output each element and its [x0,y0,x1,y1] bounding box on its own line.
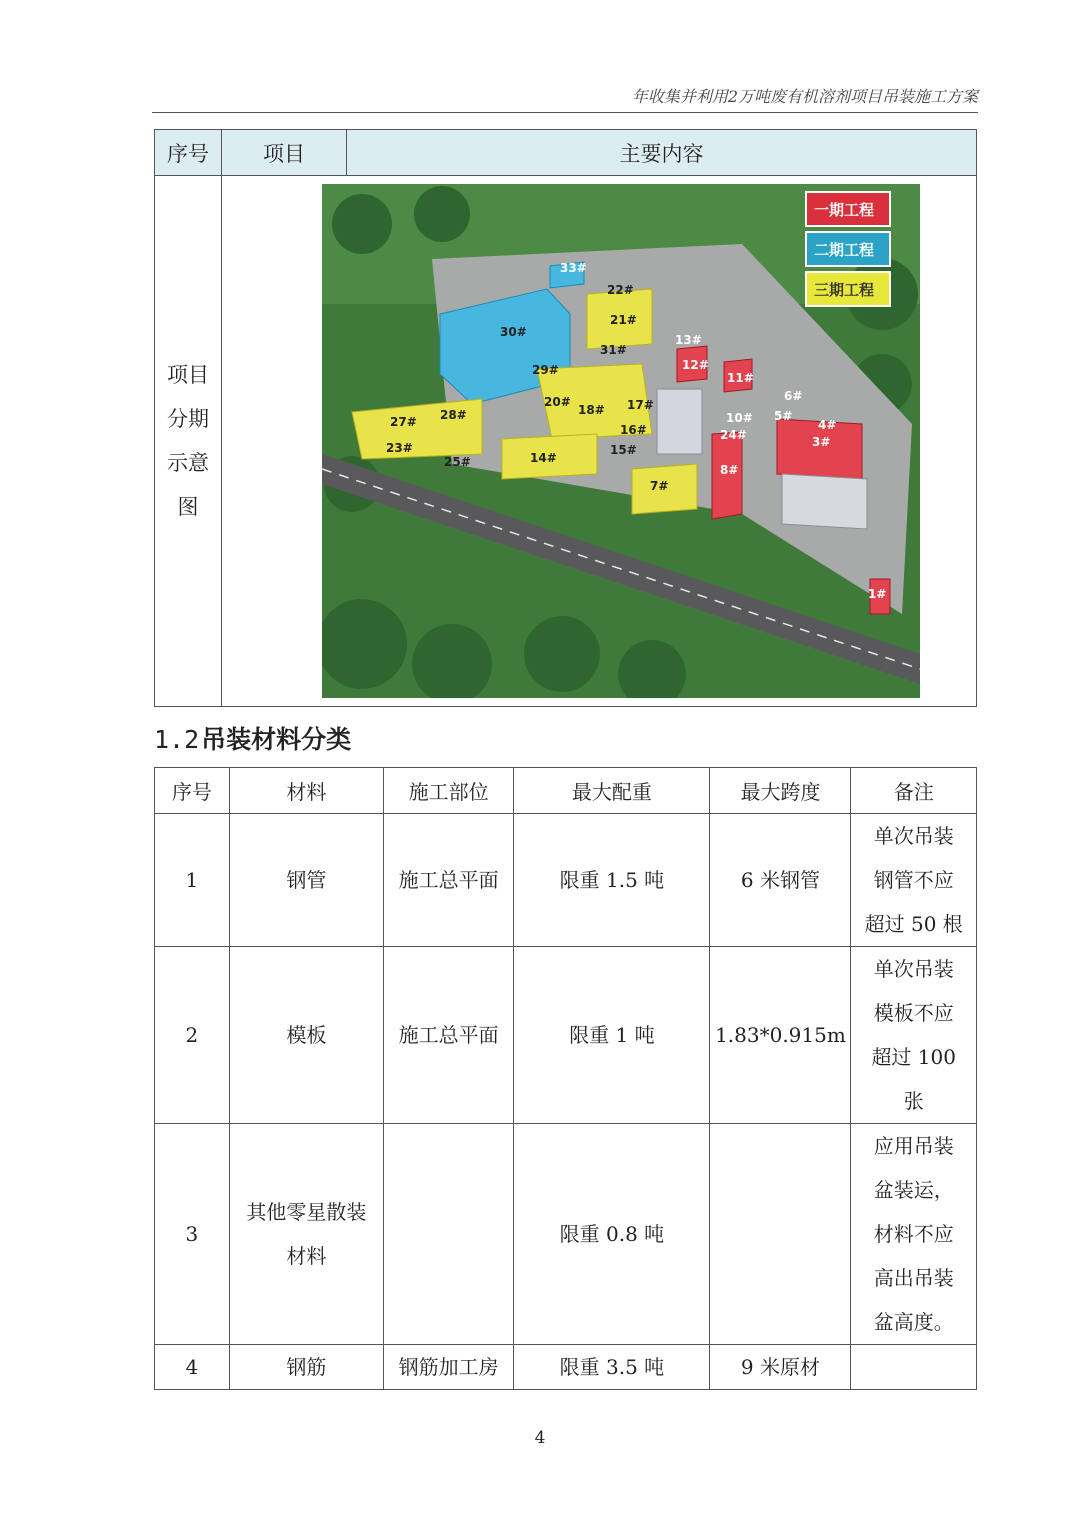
note-line: 盆高度。 [873,1310,954,1334]
header-max-span: 最大跨度 [710,768,851,814]
cell-weight: 限重 1.5 吨 [514,814,710,947]
note-line: 张 [903,1089,924,1113]
phase-table [154,129,977,707]
cell-weight: 限重 0.8 吨 [514,1124,710,1345]
label-building: 27# [390,415,417,429]
phase-table-header [155,130,977,176]
note-line: 超过 100 [871,1045,956,1069]
label-building: 25# [444,455,471,469]
cell-material [229,1124,383,1345]
label-building: 29# [532,363,559,377]
cell-note [851,1124,977,1345]
materials-table [154,767,977,1390]
note-line: 模板不应 [873,1001,954,1025]
phase-table-row [155,176,977,707]
materials-table-header [155,768,977,814]
cell-span: 6 米钢管 [710,814,851,947]
row-label-line: 项目 [167,363,209,387]
cell-note [851,1345,977,1390]
table-row [155,814,977,947]
cell-span: 1.83*0.915m [710,947,851,1124]
building-16-15 [657,389,702,454]
note-line: 高出吊装 [873,1266,954,1290]
row-label-line: 图 [177,495,199,519]
cell-span [710,1124,851,1345]
legend-phase2-label: 二期工程 [814,241,875,259]
label-building: 30# [500,325,527,339]
label-building: 12# [682,358,709,372]
cell-weight: 限重 3.5 吨 [514,1345,710,1390]
label-building: 11# [727,371,754,385]
material-line: 材料 [286,1244,327,1268]
header-item: 项目 [222,130,347,176]
label-building: 22# [607,283,634,297]
header-no: 序号 [155,768,230,814]
table-row [155,1124,977,1345]
note-line: 材料不应 [873,1222,954,1246]
label-building: 8# [720,463,739,477]
header-max-weight: 最大配重 [514,768,710,814]
label-building: 10# [726,411,753,425]
cell-location: 施工总平面 [383,947,513,1124]
header-material: 材料 [229,768,383,814]
note-line: 单次吊装 [873,957,954,981]
cell-location: 施工总平面 [383,814,513,947]
label-building: 15# [610,443,637,457]
header-remarks: 备注 [851,768,977,814]
row-label-line: 分期 [167,407,209,431]
section-number: 1.2 [154,725,200,754]
label-building: 17# [627,398,654,412]
label-building: 28# [440,408,467,422]
label-building: 18# [578,403,605,417]
site-plan-cell [222,176,977,707]
material-line: 其他零星散装 [246,1200,367,1224]
site-plan-image [322,184,920,698]
document-title: 年收集并利用2万吨废有机溶剂项目吊装施工方案 [631,87,978,106]
label-building: 1# [868,587,887,601]
legend-phase3-label: 三期工程 [814,281,875,299]
note-line: 单次吊装 [873,824,954,848]
label-building: 3# [812,435,831,449]
cell-location: 钢筋加工房 [383,1345,513,1390]
cell-material: 钢管 [229,814,383,947]
section-heading [154,720,351,756]
cell-note [851,814,977,947]
label-building: 24# [720,428,747,442]
cell-weight: 限重 1 吨 [514,947,710,1124]
label-building: 21# [610,313,637,327]
label-building: 5# [774,409,793,423]
label-building: 20# [544,395,571,409]
running-header [152,84,978,113]
label-building: 33# [560,261,587,275]
legend-phase1-label: 一期工程 [814,201,875,219]
section-title-text: 吊装材料分类 [201,725,352,754]
note-line: 钢管不应 [873,868,954,892]
site-plan-svg [322,184,920,698]
cell-no: 2 [155,947,230,1124]
table-row [155,947,977,1124]
cell-no: 1 [155,814,230,947]
header-location: 施工部位 [383,768,513,814]
label-building: 4# [818,418,837,432]
label-building: 7# [650,479,669,493]
note-line: 盆装运， [873,1178,954,1202]
label-building: 6# [784,389,803,403]
cell-span: 9 米原材 [710,1345,851,1390]
label-building: 16# [620,423,647,437]
row-label [155,176,222,707]
cell-no: 3 [155,1124,230,1345]
header-no: 序号 [155,130,222,176]
page-number: 4 [534,1428,546,1448]
note-line: 应用吊装 [873,1134,954,1158]
phase-legend [806,192,890,306]
office-building [782,474,867,529]
label-building: 13# [675,333,702,347]
cell-material: 钢筋 [229,1345,383,1390]
label-building: 14# [530,451,557,465]
cell-note [851,947,977,1124]
cell-location [383,1124,513,1345]
table-row [155,1345,977,1390]
note-line: 超过 50 根 [864,912,963,936]
cell-material: 模板 [229,947,383,1124]
cell-no: 4 [155,1345,230,1390]
header-content: 主要内容 [347,130,977,176]
label-building: 31# [600,343,627,357]
row-label-line: 示意 [167,451,209,475]
label-building: 23# [386,441,413,455]
